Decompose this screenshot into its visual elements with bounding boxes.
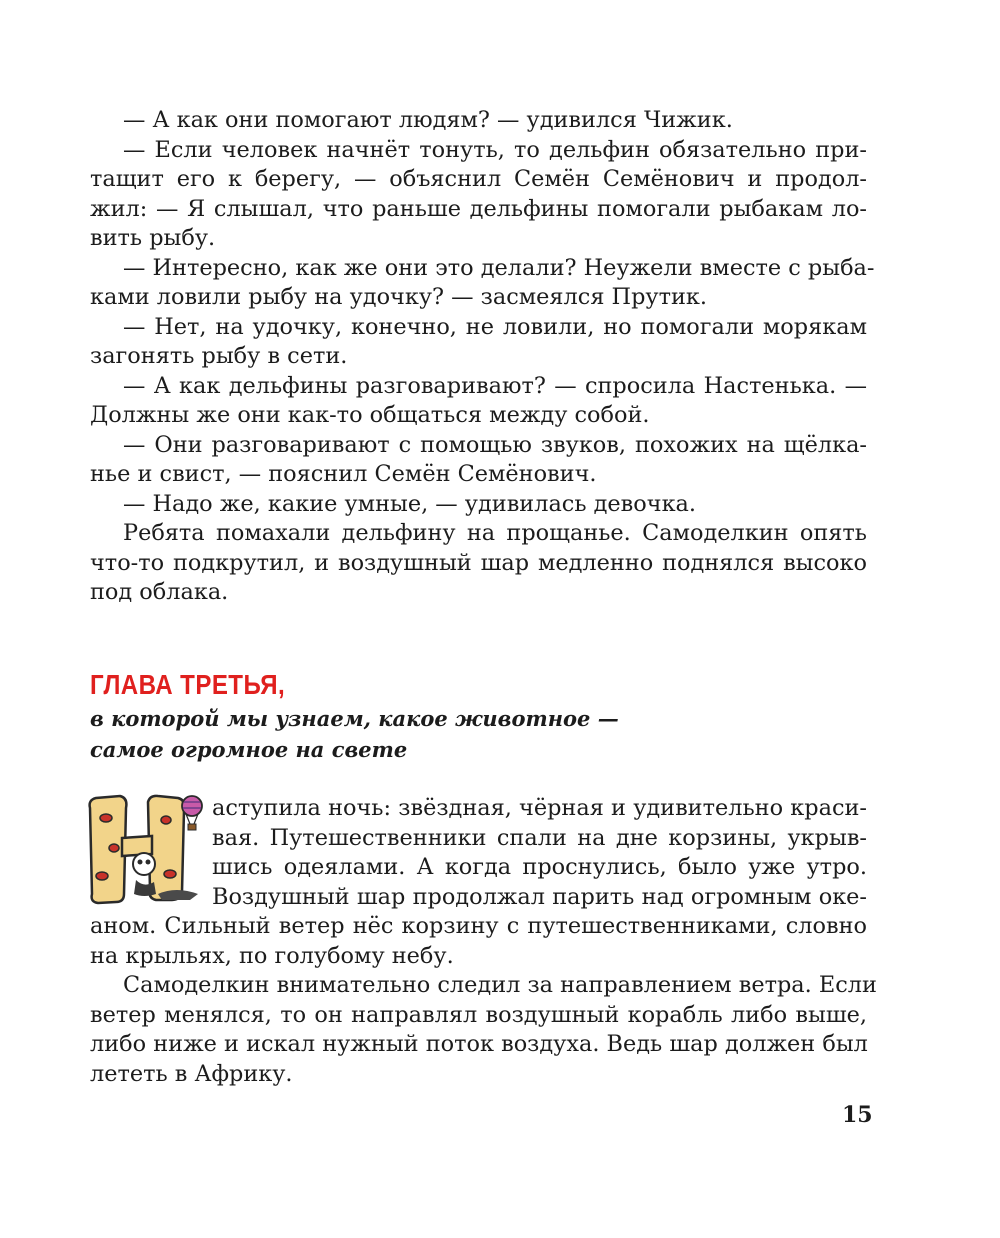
text-line: либо ниже и искал нужный поток воздуха. Ведь шар должен был xyxy=(90,1031,868,1057)
text-line: — Они разговаривают с помощью звуков, похожих на щёлка- xyxy=(123,431,867,458)
text-line: аступила ночь: звёздная, чёрная и удивительно краси- xyxy=(212,795,867,821)
text-line: лететь в Африку. xyxy=(90,1060,293,1087)
text-line: — А как дельфины разговаривают? — спросила Настенька. — xyxy=(123,372,867,399)
subtitle-line: самое огромное на свете xyxy=(90,737,408,762)
text-line: ками ловили рыбу на удочку? — засмеялся Прутик. xyxy=(90,284,708,310)
dialog-text xyxy=(90,106,875,608)
chapter-title: ГЛАВА ТРЕТЬЯ, xyxy=(90,669,286,700)
text-line: шись одеялами. А когда проснулись, было уже утро. xyxy=(212,854,867,880)
text-line: вая. Путешественники спали на дне корзины, укрыв- xyxy=(212,824,867,851)
text-line: на крыльях, по голубому небу. xyxy=(90,942,454,969)
page-number: 15 xyxy=(842,1102,873,1128)
text-line: ветер менялся, то он направлял воздушный корабль либо выше, xyxy=(90,1001,867,1028)
text-line: Самоделкин внимательно следил за направлением ветра. Если xyxy=(123,972,877,998)
text-line: под облака. xyxy=(90,579,229,605)
chapter-text xyxy=(90,794,877,1089)
text-line: — Нет, на удочку, конечно, не ловили, но помогали морякам xyxy=(123,313,867,340)
subtitle-line: в которой мы узнаем, какое животное — xyxy=(90,706,619,731)
text-line: нье и свист, — пояснил Семён Семёнович. xyxy=(90,461,597,487)
text-line: тащит его к берегу, — объяснил Семён Семёнович и продол- xyxy=(90,166,867,192)
text-line: вить рыбу. xyxy=(90,225,216,251)
text-line: Воздушный шар продолжал парить над огромным оке- xyxy=(212,883,867,910)
text-line: жил: — Я слышал, что раньше дельфины помогали рыбакам ло- xyxy=(90,195,867,222)
text-line: что-то подкрутил, и воздушный шар медленно поднялся высоко xyxy=(90,549,867,576)
text-line: Ребята помахали дельфину на прощанье. Самоделкин опять xyxy=(123,520,867,546)
text-line: Должны же они как-то общаться между собой. xyxy=(90,402,650,428)
text-line: аном. Сильный ветер нёс корзину с путешественниками, словно xyxy=(90,913,867,939)
text-line: — Надо же, какие умные, — удивилась девочка. xyxy=(123,490,697,517)
text-line: — Если человек начнёт тонуть, то дельфин обязательно при- xyxy=(123,136,867,163)
text-line: — А как они помогают людям? — удивился Чижик. xyxy=(123,107,733,133)
text-line: загонять рыбу в сети. xyxy=(90,343,348,369)
chapter-subtitle xyxy=(90,703,619,765)
text-line: — Интересно, как же они это делали? Неужели вместе с рыба- xyxy=(123,254,875,281)
